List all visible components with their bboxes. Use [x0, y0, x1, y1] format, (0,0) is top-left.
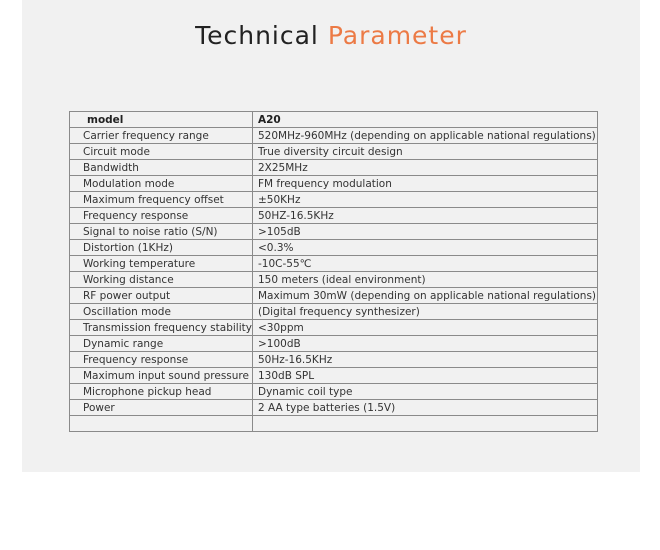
table-row: [70, 128, 598, 144]
table-row: [70, 400, 598, 416]
header-value-cell: A20: [253, 112, 598, 128]
param-name-cell: Signal to noise ratio (S/N): [70, 224, 253, 240]
table-row: [70, 144, 598, 160]
spec-table: [69, 111, 598, 432]
param-value-cell: [253, 416, 598, 432]
param-name-cell: Power: [70, 400, 253, 416]
param-value-cell: 2X25MHz: [253, 160, 598, 176]
param-value-cell: <30ppm: [253, 320, 598, 336]
param-value-cell: ±50KHz: [253, 192, 598, 208]
param-value-cell: 150 meters (ideal environment): [253, 272, 598, 288]
table-row: [70, 224, 598, 240]
param-name-cell: Microphone pickup head: [70, 384, 253, 400]
param-value-cell: 50Hz-16.5KHz: [253, 352, 598, 368]
table-row: [70, 320, 598, 336]
table-header-row: [70, 112, 598, 128]
param-value-cell: >105dB: [253, 224, 598, 240]
param-value-cell: >100dB: [253, 336, 598, 352]
param-value-cell: (Digital frequency synthesizer): [253, 304, 598, 320]
param-name-cell: Carrier frequency range: [70, 128, 253, 144]
param-value-cell: True diversity circuit design: [253, 144, 598, 160]
param-name-cell: [70, 416, 253, 432]
param-name-cell: Frequency response: [70, 208, 253, 224]
param-name-cell: Dynamic range: [70, 336, 253, 352]
table-row: [70, 336, 598, 352]
table-row: [70, 352, 598, 368]
title-part-technical: Technical: [195, 21, 319, 50]
param-name-cell: Frequency response: [70, 352, 253, 368]
table-row: [70, 192, 598, 208]
param-name-cell: Oscillation mode: [70, 304, 253, 320]
param-name-cell: Bandwidth: [70, 160, 253, 176]
param-value-cell: 2 AA type batteries (1.5V): [253, 400, 598, 416]
table-row: [70, 160, 598, 176]
param-name-cell: Working distance: [70, 272, 253, 288]
page-title: [22, 20, 640, 52]
param-name-cell: Distortion (1KHz): [70, 240, 253, 256]
param-name-cell: Modulation mode: [70, 176, 253, 192]
table-row: [70, 256, 598, 272]
table-row: [70, 176, 598, 192]
param-name-cell: Maximum input sound pressure: [70, 368, 253, 384]
table-row: [70, 304, 598, 320]
param-value-cell: FM frequency modulation: [253, 176, 598, 192]
title-part-parameter: Parameter: [327, 21, 467, 50]
param-value-cell: Maximum 30mW (depending on applicable national regulations): [253, 288, 598, 304]
param-value-cell: Dynamic coil type: [253, 384, 598, 400]
table-row: [70, 384, 598, 400]
param-value-cell: -10C-55℃: [253, 256, 598, 272]
param-name-cell: Transmission frequency stability: [70, 320, 253, 336]
param-value-cell: 50HZ-16.5KHz: [253, 208, 598, 224]
table-row: [70, 288, 598, 304]
param-name-cell: Circuit mode: [70, 144, 253, 160]
param-value-cell: <0.3%: [253, 240, 598, 256]
table-row: [70, 368, 598, 384]
param-value-cell: 520MHz-960MHz (depending on applicable national regulations): [253, 128, 598, 144]
param-value-cell: 130dB SPL: [253, 368, 598, 384]
table-row: [70, 208, 598, 224]
table-row: [70, 272, 598, 288]
header-key-cell: model: [70, 112, 253, 128]
table-row-empty: [70, 416, 598, 432]
spec-table-body: [70, 112, 598, 432]
spec-panel: [22, 0, 640, 472]
table-row: [70, 240, 598, 256]
param-name-cell: RF power output: [70, 288, 253, 304]
param-name-cell: Working temperature: [70, 256, 253, 272]
param-name-cell: Maximum frequency offset: [70, 192, 253, 208]
